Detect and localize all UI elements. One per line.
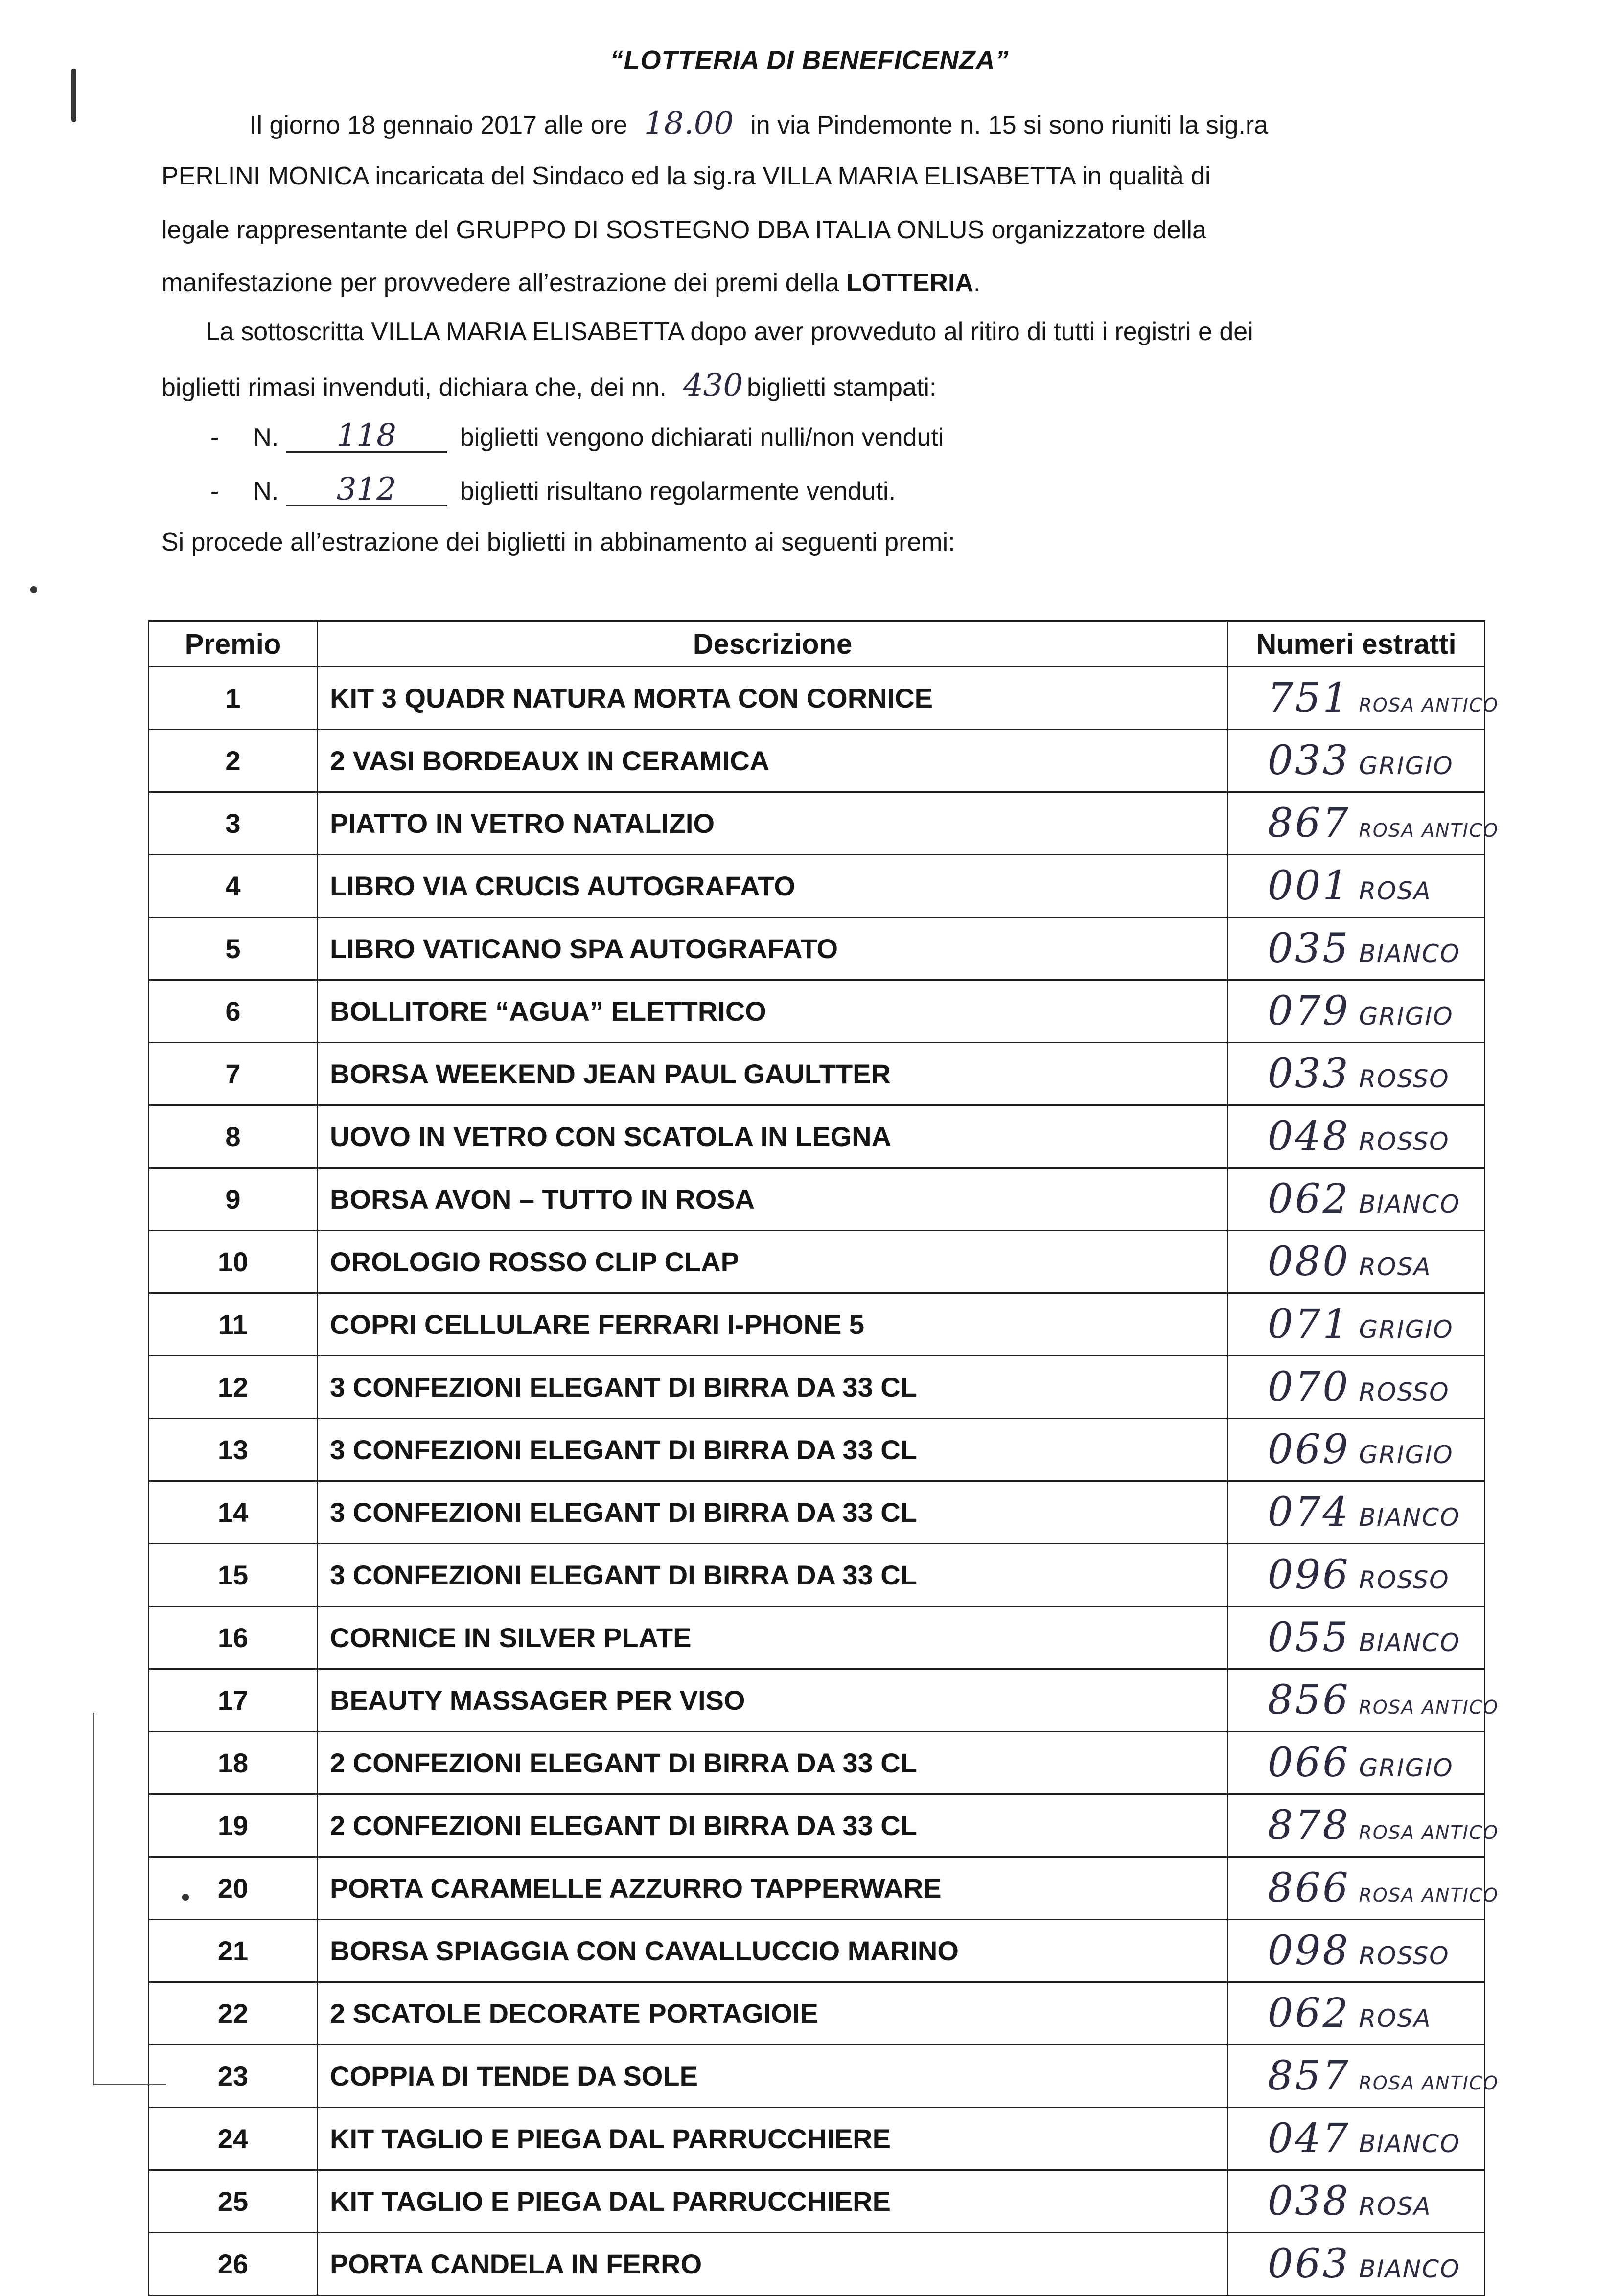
premio-number: 6 — [149, 980, 318, 1043]
handwritten-colore: ROSSO — [1359, 1378, 1450, 1406]
premio-description: BEAUTY MASSAGER PER VISO — [318, 1669, 1228, 1732]
premio-number: 10 — [149, 1231, 318, 1293]
handwritten-numero: 038 — [1268, 2178, 1350, 2225]
premio-description: BORSA WEEKEND JEAN PAUL GAULTTER — [318, 1043, 1228, 1105]
premio-description: BORSA AVON – TUTTO IN ROSA — [318, 1168, 1228, 1231]
handwritten-colore: ROSA — [1359, 1253, 1432, 1281]
table-row — [149, 792, 1485, 855]
handwritten-numero: 878 — [1268, 1802, 1350, 1849]
premio-description: COPPIA DI TENDE DA SOLE — [318, 2045, 1228, 2108]
intro-line-5: La sottoscritta VILLA MARIA ELISABETTA dopo aver provveduto al ritiro di tutti i registri e dei — [206, 318, 1253, 346]
premio-number: 24 — [149, 2108, 318, 2170]
table-row — [149, 2233, 1485, 2296]
intro-line-4: manifestazione per provvedere all’estrazione dei premi della LOTTERIA. — [162, 269, 981, 297]
table-row — [149, 1669, 1485, 1732]
premio-number: 22 — [149, 1982, 318, 2045]
table-row — [149, 1293, 1485, 1356]
premio-description: KIT TAGLIO E PIEGA DAL PARRUCCHIERE — [318, 2170, 1228, 2233]
premio-number: 13 — [149, 1419, 318, 1481]
table-row — [149, 980, 1485, 1043]
premio-number: 2 — [149, 730, 318, 792]
numero-estratto-cell — [1228, 1732, 1485, 1794]
premio-number: 9 — [149, 1168, 318, 1231]
handwritten-numero: 079 — [1268, 988, 1350, 1034]
handwritten-colore: BIANCO — [1359, 940, 1460, 968]
bullet-venduti: - N. 312 biglietti risultano regolarmente venduti. — [210, 471, 896, 507]
header-premio: Premio — [149, 621, 318, 667]
table-row — [149, 2045, 1485, 2108]
premio-description: 2 CONFEZIONI ELEGANT DI BIRRA DA 33 CL — [318, 1794, 1228, 1857]
table-row — [149, 1794, 1485, 1857]
intro-line-6: biglietti rimasi invenduti, dichiara che, dei nn. 430 biglietti stampati: — [162, 367, 937, 404]
table-row — [149, 1920, 1485, 1982]
intro-line-2: PERLINI MONICA incaricata del Sindaco ed la sig.ra VILLA MARIA ELISABETTA in qualità di — [162, 162, 1211, 190]
numero-estratto-cell — [1228, 1105, 1485, 1168]
handwritten-numero: 035 — [1268, 925, 1350, 972]
handwritten-numero: 062 — [1268, 1990, 1350, 2037]
premio-description: 3 CONFEZIONI ELEGANT DI BIRRA DA 33 CL — [318, 1356, 1228, 1419]
numero-estratto-cell — [1228, 2045, 1499, 2108]
table-row — [149, 1982, 1485, 2045]
premio-number: 3 — [149, 792, 318, 855]
handwritten-venduti: 312 — [336, 471, 396, 507]
handwritten-numero: 857 — [1268, 2053, 1350, 2099]
premio-description: CORNICE IN SILVER PLATE — [318, 1607, 1228, 1669]
table-row — [149, 667, 1485, 730]
table-row — [149, 918, 1485, 980]
handwritten-numero: 069 — [1268, 1426, 1350, 1473]
numero-estratto-cell — [1228, 1419, 1485, 1481]
handwritten-colore: GRIGIO — [1359, 752, 1454, 780]
numero-estratto-cell — [1228, 1043, 1485, 1105]
handwritten-colore: GRIGIO — [1359, 1315, 1454, 1344]
handwritten-numero: 751 — [1268, 675, 1350, 721]
numero-estratto-cell — [1228, 1544, 1485, 1607]
premio-description: BORSA SPIAGGIA CON CAVALLUCCIO MARINO — [318, 1920, 1228, 1982]
premio-description: PORTA CARAMELLE AZZURRO TAPPERWARE — [318, 1857, 1228, 1920]
premio-description: LIBRO VIA CRUCIS AUTOGRAFATO — [318, 855, 1228, 918]
premio-description: 3 CONFEZIONI ELEGANT DI BIRRA DA 33 CL — [318, 1419, 1228, 1481]
premio-number: 4 — [149, 855, 318, 918]
premio-number: 1 — [149, 667, 318, 730]
handwritten-colore: ROSA ANTICO — [1359, 1822, 1499, 1843]
handwritten-nulli: 118 — [336, 417, 396, 454]
handwritten-colore: BIANCO — [1359, 1190, 1460, 1218]
handwritten-numero: 066 — [1268, 1740, 1350, 1786]
premio-number: 23 — [149, 2045, 318, 2108]
premio-description: 3 CONFEZIONI ELEGANT DI BIRRA DA 33 CL — [318, 1544, 1228, 1607]
premio-description: PIATTO IN VETRO NATALIZIO — [318, 792, 1228, 855]
handwritten-numero: 071 — [1268, 1301, 1350, 1348]
handwritten-colore: ROSA ANTICO — [1359, 694, 1499, 716]
premio-number: 21 — [149, 1920, 318, 1982]
handwritten-colore: ROSA ANTICO — [1359, 1884, 1499, 1906]
numero-estratto-cell — [1228, 918, 1485, 980]
header-numeri-estratti: Numeri estratti — [1228, 621, 1485, 667]
intro-line-3: legale rappresentante del GRUPPO DI SOSTEGNO DBA ITALIA ONLUS organizzatore della — [162, 216, 1206, 244]
handwritten-colore: ROSA — [1359, 2004, 1432, 2033]
premio-description: KIT TAGLIO E PIEGA DAL PARRUCCHIERE — [318, 2108, 1228, 2170]
premio-number: 17 — [149, 1669, 318, 1732]
premio-description: BOLLITORE “AGUA” ELETTRICO — [318, 980, 1228, 1043]
numero-estratto-cell — [1228, 980, 1485, 1043]
table-row — [149, 2108, 1485, 2170]
table-row — [149, 1857, 1485, 1920]
intro-line-7: Si procede all’estrazione dei biglietti in abbinamento ai seguenti premi: — [162, 528, 955, 556]
prizes-table-body — [149, 667, 1499, 2296]
handwritten-numero: 047 — [1268, 2115, 1350, 2162]
table-row — [149, 1607, 1485, 1669]
frame-line — [93, 1713, 94, 2085]
handwritten-colore: ROSSO — [1359, 1127, 1450, 1156]
handwritten-numero: 856 — [1268, 1677, 1350, 1723]
handwritten-numero: 001 — [1268, 863, 1350, 909]
numero-estratto-cell — [1228, 1293, 1485, 1356]
numero-estratto-cell — [1228, 2170, 1485, 2233]
document-subtitle: “LOTTERIA DI BENEFICENZA” — [610, 46, 1009, 75]
numero-estratto-cell — [1228, 1669, 1499, 1732]
numero-estratto-cell — [1228, 1356, 1485, 1419]
numero-estratto-cell — [1228, 1982, 1485, 2045]
premio-description: LIBRO VATICANO SPA AUTOGRAFATO — [318, 918, 1228, 980]
premio-description: OROLOGIO ROSSO CLIP CLAP — [318, 1231, 1228, 1293]
premio-number: 26 — [149, 2233, 318, 2296]
handwritten-colore: GRIGIO — [1359, 1441, 1454, 1469]
premio-number: 19 — [149, 1794, 318, 1857]
table-row — [149, 1356, 1485, 1419]
handwritten-numero: 063 — [1268, 2241, 1350, 2287]
table-row — [149, 1231, 1485, 1293]
bullet-nulli: - N. 118 biglietti vengono dichiarati nulli/non venduti — [210, 417, 944, 454]
handwritten-colore: BIANCO — [1359, 1503, 1460, 1532]
table-row — [149, 855, 1485, 918]
handwritten-colore: ROSA — [1359, 2192, 1432, 2221]
numero-estratto-cell — [1228, 1481, 1485, 1544]
numero-estratto-cell — [1228, 2233, 1485, 2296]
table-row — [149, 730, 1485, 792]
handwritten-numero: 867 — [1268, 800, 1350, 847]
header-descrizione: Descrizione — [318, 621, 1228, 667]
handwritten-numero: 098 — [1268, 1928, 1350, 1974]
table-row — [149, 1168, 1485, 1231]
premio-description: 2 CONFEZIONI ELEGANT DI BIRRA DA 33 CL — [318, 1732, 1228, 1794]
premio-number: 18 — [149, 1732, 318, 1794]
premio-number: 25 — [149, 2170, 318, 2233]
table-row — [149, 1419, 1485, 1481]
intro-line-1: Il giorno 18 gennaio 2017 alle ore 18.00 in via Pindemonte n. 15 si sono riuniti la sig.ra — [250, 105, 1269, 141]
numero-estratto-cell — [1228, 1168, 1485, 1231]
premio-number: 15 — [149, 1544, 318, 1607]
handwritten-numero: 096 — [1268, 1552, 1350, 1598]
table-row — [149, 1105, 1485, 1168]
premio-description: UOVO IN VETRO CON SCATOLA IN LEGNA — [318, 1105, 1228, 1168]
handwritten-numero: 062 — [1268, 1176, 1350, 1222]
handwritten-colore: BIANCO — [1359, 2255, 1460, 2283]
numero-estratto-cell — [1228, 1231, 1485, 1293]
table-header-row — [149, 621, 1485, 667]
premio-number: 20 — [149, 1857, 318, 1920]
numero-estratto-cell — [1228, 855, 1485, 918]
handwritten-colore: ROSSO — [1359, 1942, 1450, 1970]
numero-estratto-cell — [1228, 1607, 1485, 1669]
premio-number: 11 — [149, 1293, 318, 1356]
premio-description: 3 CONFEZIONI ELEGANT DI BIRRA DA 33 CL — [318, 1481, 1228, 1544]
handwritten-colore: BIANCO — [1359, 2130, 1460, 2158]
table-row — [149, 1544, 1485, 1607]
table-row — [149, 2170, 1485, 2233]
premio-description: PORTA CANDELA IN FERRO — [318, 2233, 1228, 2296]
premio-description: 2 VASI BORDEAUX IN CERAMICA — [318, 730, 1228, 792]
margin-mark — [71, 69, 76, 122]
handwritten-colore: ROSA ANTICO — [1359, 820, 1499, 841]
handwritten-numero: 033 — [1268, 1051, 1350, 1097]
premio-number: 5 — [149, 918, 318, 980]
handwritten-numero: 070 — [1268, 1364, 1350, 1410]
handwritten-colore: GRIGIO — [1359, 1002, 1454, 1031]
numero-estratto-cell — [1228, 730, 1485, 792]
handwritten-colore: ROSA ANTICO — [1359, 2072, 1499, 2094]
numero-estratto-cell — [1228, 1794, 1499, 1857]
frame-line — [93, 2084, 166, 2085]
premio-number: 16 — [149, 1607, 318, 1669]
handwritten-colore: ROSSO — [1359, 1566, 1450, 1594]
handwritten-colore: ROSA ANTICO — [1359, 1697, 1499, 1718]
premio-number: 14 — [149, 1481, 318, 1544]
handwritten-time: 18.00 — [644, 105, 734, 141]
premio-number: 8 — [149, 1105, 318, 1168]
handwritten-numero: 074 — [1268, 1489, 1350, 1536]
premio-description: COPRI CELLULARE FERRARI I-PHONE 5 — [318, 1293, 1228, 1356]
premio-number: 7 — [149, 1043, 318, 1105]
handwritten-numero: 048 — [1268, 1113, 1350, 1160]
document-heading — [401, 0, 1233, 9]
table-row — [149, 1732, 1485, 1794]
premio-description: 2 SCATOLE DECORATE PORTAGIOIE — [318, 1982, 1228, 2045]
handwritten-total: 430 — [683, 367, 743, 404]
numero-estratto-cell — [1228, 1920, 1485, 1982]
handwritten-colore: ROSSO — [1359, 1065, 1450, 1093]
numero-estratto-cell — [1228, 792, 1499, 855]
handwritten-colore: ROSA — [1359, 877, 1432, 905]
numero-estratto-cell — [1228, 1857, 1499, 1920]
numero-estratto-cell — [1228, 667, 1499, 730]
margin-dot — [30, 586, 37, 593]
handwritten-numero: 080 — [1268, 1239, 1350, 1285]
table-row — [149, 1481, 1485, 1544]
handwritten-numero: 055 — [1268, 1614, 1350, 1661]
prizes-table — [148, 620, 1499, 2296]
premio-number: 12 — [149, 1356, 318, 1419]
handwritten-colore: BIANCO — [1359, 1629, 1460, 1657]
handwritten-numero: 866 — [1268, 1865, 1350, 1911]
table-row — [149, 1043, 1485, 1105]
numero-estratto-cell — [1228, 2108, 1485, 2170]
handwritten-numero: 033 — [1268, 737, 1350, 784]
handwritten-colore: GRIGIO — [1359, 1754, 1454, 1782]
premio-description: KIT 3 QUADR NATURA MORTA CON CORNICE — [318, 667, 1228, 730]
